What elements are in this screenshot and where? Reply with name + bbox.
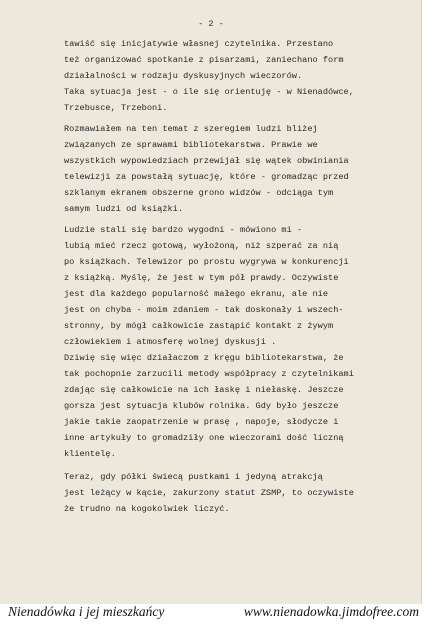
text-line: jest leżący w kącie, zakurzony statut ZSMP, to oczywiste	[64, 488, 354, 498]
text-line: gorsza jest sytuacja klubów rolnika. Gdy było jeszcze	[64, 401, 339, 411]
text-line: klientelę.	[64, 449, 116, 459]
text-line: działalności w rodzaju dyskusyjnych wieczorów.	[64, 71, 303, 81]
text-line: związanych ze sprawami bibliotekarstwa. Prawie we	[64, 140, 318, 150]
text-line: Teraz, gdy półki świecą pustkami i jedyną atrakcją	[64, 472, 323, 482]
text-line: jest dla każdego popularność małego ekranu, ale nie	[64, 289, 329, 299]
footer-bar	[0, 604, 427, 640]
text-line: tak pochopnie zarzucili metody współpracy z czytelnikami	[64, 369, 354, 379]
text-line: lubią mieć rzecz gotową, wyłożoną, niż szperać za nią	[64, 241, 339, 251]
text-line: tawiść się inicjatywie własnej czytelnika. Przestano	[64, 39, 334, 49]
text-line: Taka sytuacja jest - o ile się orientuję - w Nienadówce,	[64, 87, 354, 97]
page-number: - 2 -	[198, 19, 224, 29]
text-line: wszystkich wypowiedziach przewijał się wątek obwiniania	[64, 156, 349, 166]
text-line: po książkach. Telewizor po prostu wygrywa w konkurencji	[64, 257, 349, 267]
text-line: człowiekiem i atmosferę wolnej dyskusji .	[64, 337, 277, 347]
text-line: z książką. Myślę, że jest w tym pół prawdy. Oczywiste	[64, 273, 339, 283]
footer-website: www.nienadowka.jimdofree.com	[243, 604, 419, 619]
text-line: jest on chyba - moim zdaniem - tak doskonały i wszech-	[64, 305, 344, 315]
text-line: telewizji za powstałą sytuację, które - gromadząc przed	[64, 172, 349, 182]
text-line: Rozmawiałem na ten temat z szeregiem ludzi bliżej	[64, 124, 318, 134]
text-line: szklanym ekranem obszerne grono widzów - odciąga tym	[64, 188, 334, 198]
text-line: Ludzie stali się bardzo wygodni - mówiono mi -	[64, 225, 303, 235]
footer-title: Nienadówka i jej mieszkańcy	[8, 604, 165, 619]
text-line: że trudno na kogokolwiek liczyć.	[64, 504, 230, 514]
text-line: zdając się całkowicie na ich łaskę i niełaskę. Jeszcze	[64, 385, 344, 395]
text-line: Dziwię się więc działaczom z kręgu bibliotekarstwa, że	[64, 353, 344, 363]
text-line: inne artykuły to gromadziły one wieczorami dość liczną	[64, 433, 344, 443]
text-line: samym ludzi od książki.	[64, 204, 184, 214]
text-line: jakie takie zaopatrzenie w prasę , napoje, słodycze i	[64, 417, 339, 427]
text-line: też organizować spotkanie z pisarzami, zaniechano form	[64, 55, 344, 65]
text-line: Trzebusce, Trzeboni.	[64, 103, 168, 113]
text-line: stronny, by mógł całkowicie zastąpić kontakt z żywym	[64, 321, 334, 331]
